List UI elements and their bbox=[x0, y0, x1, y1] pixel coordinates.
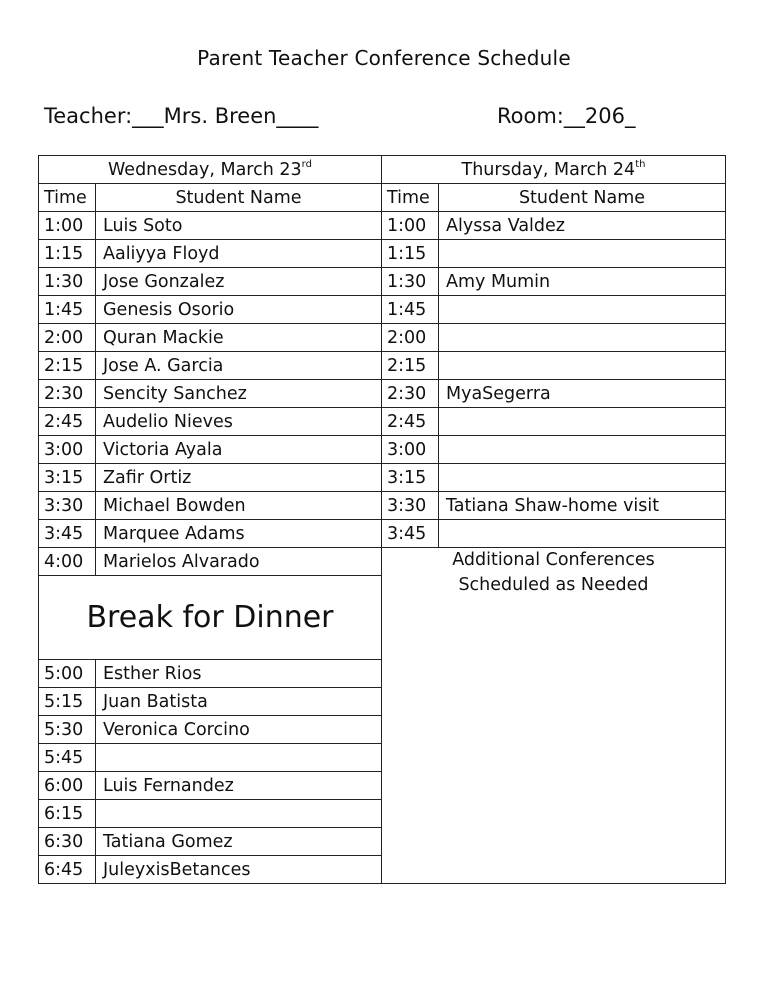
table-row bbox=[39, 520, 726, 548]
thursday-time-header: Time bbox=[382, 184, 439, 212]
wednesday-time-cell: 5:00 bbox=[39, 660, 96, 688]
additional-conferences-note bbox=[382, 548, 726, 884]
wednesday-time-cell: 3:00 bbox=[39, 436, 96, 464]
thursday-student-cell bbox=[439, 436, 726, 464]
thursday-day-header bbox=[382, 156, 726, 184]
wednesday-time-cell: 6:30 bbox=[39, 828, 96, 856]
thursday-student-cell: Tatiana Shaw-home visit bbox=[439, 492, 726, 520]
thursday-day-suffix: th bbox=[635, 158, 646, 170]
thursday-day-label: Thursday, March 24 bbox=[461, 159, 636, 180]
break-for-dinner-cell: Break for Dinner bbox=[39, 576, 382, 660]
wednesday-time-cell: 1:45 bbox=[39, 296, 96, 324]
thursday-time-cell: 1:45 bbox=[382, 296, 439, 324]
thursday-student-cell: Amy Mumin bbox=[439, 268, 726, 296]
thursday-time-cell: 2:15 bbox=[382, 352, 439, 380]
wednesday-time-cell: 3:15 bbox=[39, 464, 96, 492]
thursday-student-cell bbox=[439, 240, 726, 268]
wednesday-student-cell bbox=[96, 744, 382, 772]
table-row bbox=[39, 380, 726, 408]
wednesday-time-cell: 2:15 bbox=[39, 352, 96, 380]
wednesday-day-suffix: rd bbox=[301, 158, 312, 170]
table-row bbox=[39, 352, 726, 380]
wednesday-student-cell: Michael Bowden bbox=[96, 492, 382, 520]
teacher-line: Teacher:___Mrs. Breen____ bbox=[44, 104, 319, 128]
wednesday-student-cell: Jose Gonzalez bbox=[96, 268, 382, 296]
additional-line-2: Scheduled as Needed bbox=[458, 575, 649, 595]
thursday-time-cell: 1:00 bbox=[382, 212, 439, 240]
wednesday-time-cell: 5:15 bbox=[39, 688, 96, 716]
thursday-time-cell: 3:15 bbox=[382, 464, 439, 492]
wednesday-student-cell: Aaliyya Floyd bbox=[96, 240, 382, 268]
wednesday-time-cell: 5:45 bbox=[39, 744, 96, 772]
wednesday-time-cell: 2:00 bbox=[39, 324, 96, 352]
wednesday-day-label: Wednesday, March 23 bbox=[108, 159, 302, 180]
thursday-time-cell: 2:30 bbox=[382, 380, 439, 408]
thursday-student-cell bbox=[439, 408, 726, 436]
wednesday-time-cell: 6:15 bbox=[39, 800, 96, 828]
wednesday-time-cell: 3:30 bbox=[39, 492, 96, 520]
wednesday-student-cell: Sencity Sanchez bbox=[96, 380, 382, 408]
wednesday-student-cell: Marquee Adams bbox=[96, 520, 382, 548]
wednesday-time-cell: 3:45 bbox=[39, 520, 96, 548]
thursday-time-cell: 3:30 bbox=[382, 492, 439, 520]
thursday-student-cell bbox=[439, 520, 726, 548]
thursday-student-cell: Alyssa Valdez bbox=[439, 212, 726, 240]
wednesday-time-cell: 5:30 bbox=[39, 716, 96, 744]
table-row bbox=[39, 492, 726, 520]
wednesday-student-cell: Marielos Alvarado bbox=[96, 548, 382, 576]
wednesday-name-header: Student Name bbox=[96, 184, 382, 212]
thursday-name-header: Student Name bbox=[439, 184, 726, 212]
wednesday-student-cell: Veronica Corcino bbox=[96, 716, 382, 744]
wednesday-time-cell: 1:15 bbox=[39, 240, 96, 268]
wednesday-day-header bbox=[39, 156, 382, 184]
wednesday-time-cell: 1:00 bbox=[39, 212, 96, 240]
thursday-student-cell bbox=[439, 296, 726, 324]
thursday-student-cell bbox=[439, 324, 726, 352]
wednesday-student-cell: Esther Rios bbox=[96, 660, 382, 688]
additional-line-1: Additional Conferences bbox=[452, 550, 655, 570]
table-row bbox=[39, 240, 726, 268]
wednesday-time-cell: 2:45 bbox=[39, 408, 96, 436]
wednesday-student-cell bbox=[96, 800, 382, 828]
wednesday-student-cell: Genesis Osorio bbox=[96, 296, 382, 324]
wednesday-time-cell: 6:00 bbox=[39, 772, 96, 800]
day-header-row bbox=[39, 156, 726, 184]
table-row bbox=[39, 296, 726, 324]
thursday-time-cell: 3:00 bbox=[382, 436, 439, 464]
wednesday-student-cell: Quran Mackie bbox=[96, 324, 382, 352]
wednesday-time-header: Time bbox=[39, 184, 96, 212]
room-line: Room:__206_ bbox=[497, 104, 636, 128]
thursday-student-cell: MyaSegerra bbox=[439, 380, 726, 408]
wednesday-student-cell: Luis Fernandez bbox=[96, 772, 382, 800]
table-row bbox=[39, 212, 726, 240]
table-row bbox=[39, 548, 726, 576]
schedule-table bbox=[38, 155, 726, 884]
wednesday-student-cell: Zafir Ortiz bbox=[96, 464, 382, 492]
table-row bbox=[39, 268, 726, 296]
wednesday-time-cell: 6:45 bbox=[39, 856, 96, 884]
column-header-row bbox=[39, 184, 726, 212]
page-title: Parent Teacher Conference Schedule bbox=[197, 46, 571, 70]
table-row bbox=[39, 436, 726, 464]
thursday-student-cell bbox=[439, 464, 726, 492]
wednesday-student-cell: Jose A. Garcia bbox=[96, 352, 382, 380]
thursday-time-cell: 3:45 bbox=[382, 520, 439, 548]
wednesday-student-cell: JuleyxisBetances bbox=[96, 856, 382, 884]
wednesday-time-cell: 1:30 bbox=[39, 268, 96, 296]
wednesday-student-cell: Juan Batista bbox=[96, 688, 382, 716]
thursday-time-cell: 2:45 bbox=[382, 408, 439, 436]
wednesday-student-cell: Tatiana Gomez bbox=[96, 828, 382, 856]
thursday-time-cell: 1:15 bbox=[382, 240, 439, 268]
table-row bbox=[39, 408, 726, 436]
wednesday-student-cell: Victoria Ayala bbox=[96, 436, 382, 464]
thursday-time-cell: 2:00 bbox=[382, 324, 439, 352]
wednesday-time-cell: 4:00 bbox=[39, 548, 96, 576]
wednesday-student-cell: Audelio Nieves bbox=[96, 408, 382, 436]
table-row bbox=[39, 464, 726, 492]
thursday-student-cell bbox=[439, 352, 726, 380]
table-row bbox=[39, 324, 726, 352]
wednesday-time-cell: 2:30 bbox=[39, 380, 96, 408]
wednesday-student-cell: Luis Soto bbox=[96, 212, 382, 240]
thursday-time-cell: 1:30 bbox=[382, 268, 439, 296]
